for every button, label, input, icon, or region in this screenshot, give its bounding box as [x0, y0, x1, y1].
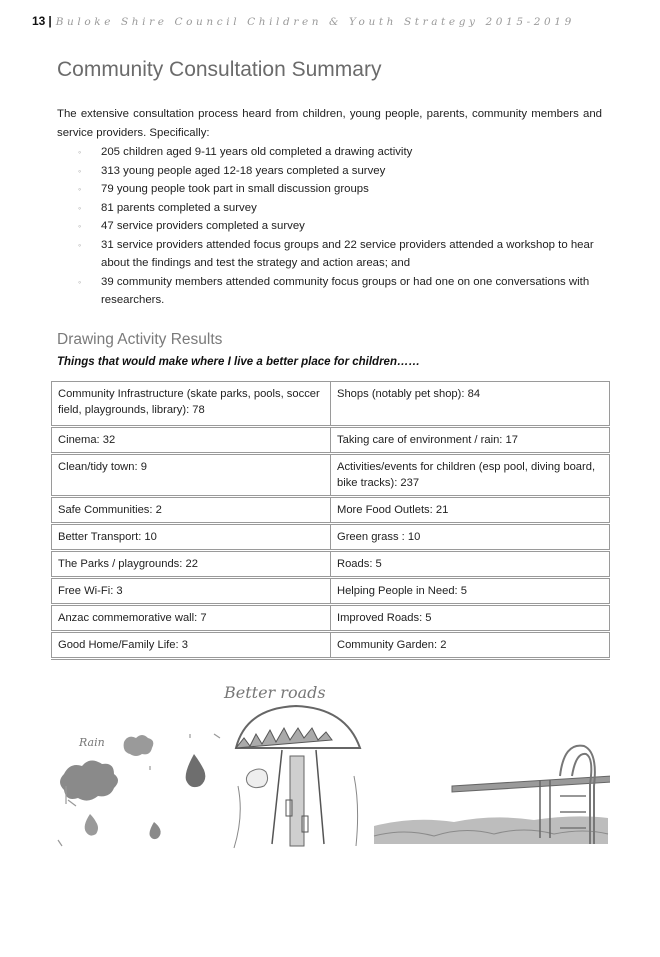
table-cell: Anzac commemorative wall: 7 [52, 605, 331, 632]
table-cell: Clean/tidy town: 9 [52, 454, 331, 497]
table-cell: Safe Communities: 2 [52, 497, 331, 524]
table-row [52, 605, 610, 632]
bullet-icon: ◦ [78, 239, 82, 250]
bullet-icon: ◦ [78, 221, 82, 231]
list-item: ◦ 79 young people took part in small discussion groups [78, 180, 606, 199]
page-header [32, 14, 575, 28]
table-row [52, 551, 610, 578]
running-title: Buloke Shire Council Children & Youth Strategy 2015-2019 [55, 16, 575, 28]
table-row [52, 632, 610, 659]
children-drawings-image [54, 676, 610, 851]
table-row [52, 427, 610, 454]
pool-drawing [374, 746, 610, 844]
road-drawing [234, 706, 360, 848]
drawing-label-rain: Rain [79, 736, 105, 749]
header-divider: | [48, 14, 52, 28]
table-cell: Roads: 5 [331, 551, 610, 578]
table-row [52, 497, 610, 524]
section-caption: Things that would make where I live a better place for children…… [57, 356, 420, 368]
page-title: Community Consultation Summary [57, 58, 382, 81]
table-row [52, 578, 610, 605]
bullet-icon: ◦ [78, 202, 82, 213]
table-cell: Free Wi-Fi: 3 [52, 578, 331, 605]
intro-paragraph: The extensive consultation process heard from children, young people, parents, community members and service providers. Specifically: [57, 108, 602, 139]
table-cell: Helping People in Need: 5 [331, 578, 610, 605]
list-item: ◦ 313 young people aged 12-18 years completed a survey [78, 162, 606, 181]
section-title: Drawing Activity Results [57, 331, 223, 348]
bullet-icon: ◦ [78, 165, 82, 176]
table-cell: More Food Outlets: 21 [331, 497, 610, 524]
table-cell: Good Home/Family Life: 3 [52, 632, 331, 659]
table-cell: Cinema: 32 [52, 427, 331, 454]
results-table [51, 381, 610, 660]
table-cell: Improved Roads: 5 [331, 605, 610, 632]
table-row [52, 454, 610, 497]
table-cell: Community Infrastructure (skate parks, pools, soccer field, playgrounds, library): 78 [52, 382, 331, 427]
list-item: ◦ 39 community members attended community focus groups or had one on one conversations with researchers. [78, 273, 606, 310]
list-item: ◦ 205 children aged 9-11 years old completed a drawing activity [78, 143, 606, 162]
table-cell: The Parks / playgrounds: 22 [52, 551, 331, 578]
table-cell: Shops (notably pet shop): 84 [331, 382, 610, 427]
page-number: 13 [32, 14, 46, 28]
list-item: ◦ 31 service providers attended focus groups and 22 service providers attended a workshop to hear about the findings and test the strategy and action areas; and [78, 236, 606, 273]
list-item: ◦ 81 parents completed a survey [78, 199, 606, 218]
list-item: ◦ 47 service providers completed a survey [78, 217, 606, 236]
table-cell: Green grass : 10 [331, 524, 610, 551]
bullet-icon: ◦ [78, 147, 82, 157]
table-cell: Better Transport: 10 [52, 524, 331, 551]
drawing-label-better-roads: Better roads [224, 683, 326, 702]
bullet-icon: ◦ [78, 184, 82, 194]
table-cell: Taking care of environment / rain: 17 [331, 427, 610, 454]
consultation-list [78, 143, 606, 310]
table-row [52, 524, 610, 551]
table-row [52, 382, 610, 427]
table-cell: Community Garden: 2 [331, 632, 610, 659]
rain-drawing [58, 734, 220, 846]
bullet-icon: ◦ [78, 276, 82, 287]
table-cell: Activities/events for children (esp pool, diving board, bike tracks): 237 [331, 454, 610, 497]
